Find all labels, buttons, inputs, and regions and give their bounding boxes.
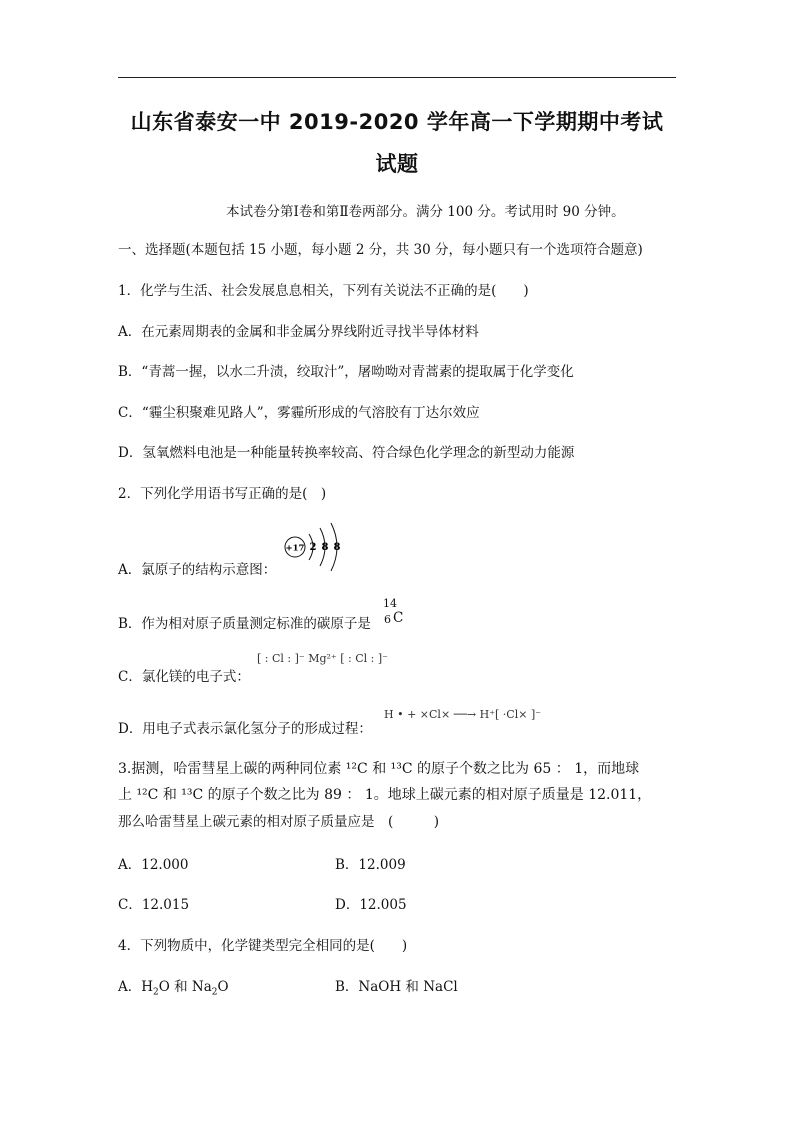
chlorine-atom-diagram-icon: [282, 518, 352, 574]
question-4-option-b: B．NaOH 和 NaCl: [335, 979, 458, 995]
question-1-option-d: D．氢氧燃料电池是一种能量转换率较高、符合绿色化学理念的新型动力能源: [118, 445, 575, 461]
shell-1-count: 2: [309, 542, 317, 553]
shell-3-count: 8: [333, 542, 341, 553]
isotope-atomic-number: 6: [384, 613, 391, 626]
hcl-formation-formula: H • + ×Cl× ──→ H⁺[ ·Cl× ]⁻: [384, 708, 542, 721]
question-4-stem: 4．下列物质中，化学键类型完全相同的是( ): [118, 938, 408, 954]
question-3-option-c: C．12.015: [118, 897, 190, 913]
section-heading: 一、选择题(本题包括 15 小题，每小题 2 分，共 30 分，每小题只有一个选项符合题意): [118, 242, 643, 258]
shell-2-count: 8: [321, 542, 329, 553]
question-1-option-c: C．“霾尘积聚难见路人”，雾霾所形成的气溶胶有丁达尔效应: [118, 405, 480, 421]
question-3-line3: 那么哈雷彗星上碳元素的相对原子质量应是 ( ): [118, 814, 440, 830]
exam-intro: 本试卷分第Ⅰ卷和第Ⅱ卷两部分。满分 100 分。考试用时 90 分钟。: [226, 204, 625, 220]
question-3-option-d: D．12.005: [335, 897, 407, 913]
question-3-line1: 3.据测，哈雷彗星上碳的两种同位素 ¹²C 和 ¹³C 的原子个数之比为 65 ： 1，而地球: [118, 761, 640, 777]
mgcl2-electron-formula: [ : Cl : ]⁻ Mg²⁺ [ : Cl : ]⁻: [257, 652, 388, 665]
page-title: 山东省泰安一中 2019-2020 学年高一下学期期中考试: [130, 110, 664, 134]
isotope-mass-number: 14: [383, 597, 397, 610]
question-3-option-b: B．12.009: [335, 857, 406, 873]
question-4-option-a: A．$H_2O$ 和 $Na_2O$: [118, 979, 229, 998]
question-3-option-a: A．12.000: [118, 857, 189, 873]
isotope-symbol: C: [393, 610, 404, 626]
question-1-stem: 1．化学与生活、社会发展息息相关，下列有关说法不正确的是( ): [118, 283, 529, 299]
question-2-option-a: A．氯原子的结构示意图：: [118, 562, 277, 578]
header-rule: [118, 77, 676, 78]
question-2-option-c: C．氯化镁的电子式：: [118, 669, 250, 685]
question-2-option-b: B．作为相对原子质量测定标准的碳原子是: [118, 616, 371, 632]
question-1-option-b: B．“青蒿一握，以水二升渍，绞取汁”，屠呦呦对青蒿素的提取属于化学变化: [118, 364, 574, 380]
question-2-option-d: D．用电子式表示氯化氢分子的形成过程：: [118, 721, 372, 737]
question-3-line2: 上 ¹²C 和 ¹³C 的原子个数之比为 89 ： 1。地球上碳元素的相对原子质量是 12.011，: [118, 787, 652, 803]
question-1-option-a: A．在元素周期表的金属和非金属分界线附近寻找半导体材料: [118, 324, 479, 340]
question-2-stem: 2．下列化学用语书写正确的是( ): [118, 486, 327, 502]
nucleus-charge: +17: [285, 543, 305, 554]
page-title-line2: 试题: [375, 152, 419, 176]
